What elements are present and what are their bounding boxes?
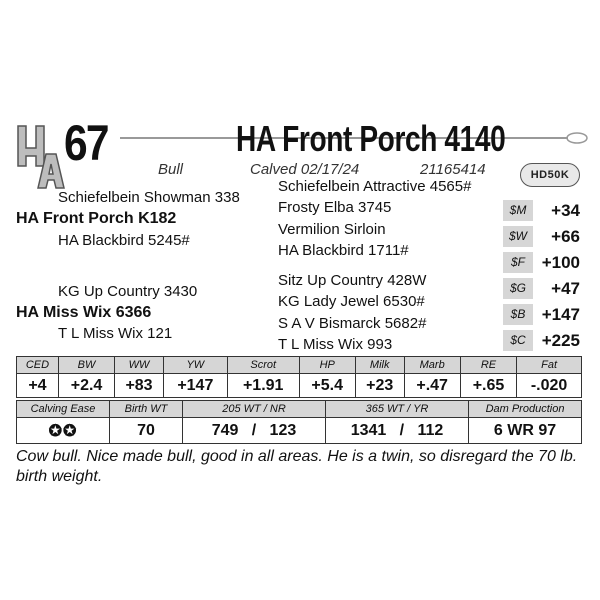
sire-dam: HA Blackbird 5245# xyxy=(58,232,190,249)
epd-value: +.47 xyxy=(404,374,460,398)
epd-value: +147 xyxy=(163,374,227,398)
performance-table xyxy=(16,400,582,444)
sire: HA Front Porch K182 xyxy=(16,210,177,227)
index-value: +100 xyxy=(541,253,580,272)
epd-header: RE xyxy=(460,357,516,374)
pedigree-right-1: Schiefelbein Attractive 4565# xyxy=(278,178,472,195)
pedigree-right-8: T L Miss Wix 993 xyxy=(278,336,393,353)
lot-number: 67 xyxy=(64,115,108,171)
index-row xyxy=(503,302,582,328)
hd50k-badge: HD50K xyxy=(520,163,580,187)
epd-header: Milk xyxy=(355,357,404,374)
epd-header: WW xyxy=(115,357,164,374)
pedigree-right-4: HA Blackbird 1711# xyxy=(278,242,409,259)
perf-header: 365 WT / YR xyxy=(326,401,469,418)
epd-value: +5.4 xyxy=(299,374,355,398)
dam-sire: KG Up Country 3430 xyxy=(58,283,198,300)
pedigree-right-6: KG Lady Jewel 6530# xyxy=(278,293,425,310)
index-label: $M xyxy=(503,200,533,221)
registration-number: 21165414 xyxy=(420,161,486,178)
calving-ease-stars-icon: ✪✪ xyxy=(17,418,110,444)
dam-production: 6 WR 97 xyxy=(469,418,582,444)
pedigree-right-7: S A V Bismarck 5682# xyxy=(278,315,427,332)
index-value: +34 xyxy=(551,201,580,220)
index-value: +147 xyxy=(541,305,580,324)
index-label: $B xyxy=(503,304,533,325)
pedigree-right-5: Sitz Up Country 428W xyxy=(278,272,427,289)
sex-label: Bull xyxy=(158,161,184,178)
epd-header-row xyxy=(17,357,582,374)
dam-dam: T L Miss Wix 121 xyxy=(58,325,173,342)
epd-header: BW xyxy=(58,357,114,374)
perf-header: 205 WT / NR xyxy=(183,401,326,418)
index-label: $G xyxy=(503,278,533,299)
epd-header: YW xyxy=(163,357,227,374)
epd-header: HP xyxy=(299,357,355,374)
index-value: +225 xyxy=(541,331,580,350)
epd-header: Marb xyxy=(404,357,460,374)
birth-weight: 70 xyxy=(110,418,183,444)
dollar-index-panel xyxy=(503,198,582,354)
calved-date: Calved 02/17/24 xyxy=(250,161,360,178)
pedigree-right-2: Frosty Elba 3745 xyxy=(278,199,392,216)
performance-header-row xyxy=(17,401,582,418)
dam: HA Miss Wix 6366 xyxy=(16,304,152,321)
index-row xyxy=(503,276,582,302)
epd-value-row xyxy=(17,374,582,398)
lot-comment: Cow bull. Nice made bull, good in all areas. He is a twin, so disregard the 70 lb. birth weight. xyxy=(16,448,578,485)
epd-header: Scrot xyxy=(227,357,299,374)
epd-value: +23 xyxy=(355,374,404,398)
index-value: +66 xyxy=(551,227,580,246)
index-value: +47 xyxy=(551,279,580,298)
index-label: $F xyxy=(503,252,533,273)
weaning-weight: 749 / 123 xyxy=(183,418,326,444)
perf-header: Dam Production xyxy=(469,401,582,418)
epd-value: +1.91 xyxy=(227,374,299,398)
index-label: $C xyxy=(503,330,533,351)
perf-header: Birth WT xyxy=(110,401,183,418)
epd-value: +.65 xyxy=(460,374,516,398)
sire-sire: Schiefelbein Showman 338 xyxy=(58,189,240,206)
index-row xyxy=(503,198,582,224)
epd-table xyxy=(16,356,582,398)
epd-value: -.020 xyxy=(517,374,582,398)
index-label: $W xyxy=(503,226,533,247)
index-row xyxy=(503,328,582,354)
epd-value: +4 xyxy=(17,374,59,398)
animal-name: HA Front Porch 4140 xyxy=(236,118,506,159)
index-row xyxy=(503,224,582,250)
epd-header: Fat xyxy=(517,357,582,374)
index-row xyxy=(503,250,582,276)
epd-value: +83 xyxy=(115,374,164,398)
epd-header: CED xyxy=(17,357,59,374)
yearling-weight: 1341 / 112 xyxy=(326,418,469,444)
perf-header: Calving Ease xyxy=(17,401,110,418)
pedigree-right-3: Vermilion Sirloin xyxy=(278,221,386,238)
performance-value-row xyxy=(17,418,582,444)
epd-value: +2.4 xyxy=(58,374,114,398)
